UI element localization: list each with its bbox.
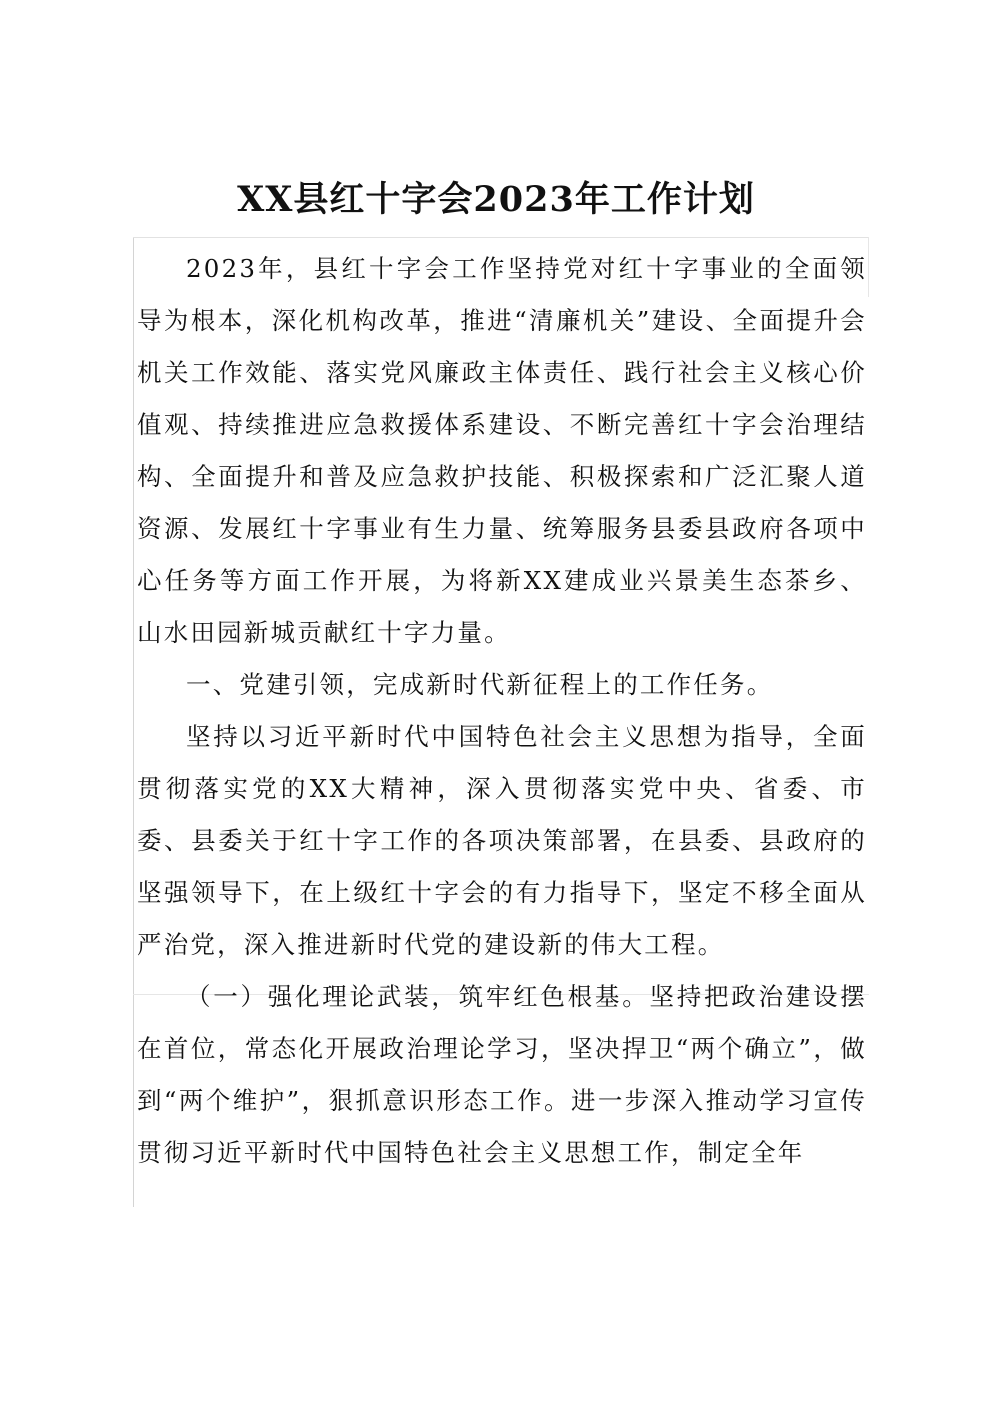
- frame-left-border: [133, 237, 134, 1207]
- paragraph-section-1: 坚持以习近平新时代中国特色社会主义思想为指导，全面贯彻落实党的XX大精神，深入贯彻落实党中央、省委、市委、县委关于红十字工作的各项决策部署，在县委、县政府的坚强领导下，在上级红十字会的有力指导下，坚定不移全面从严治党，深入推进新时代党的建设新的伟大工程。: [137, 722, 867, 959]
- paragraph-subsection-1: （一）强化理论武装，筑牢红色根基。坚持把政治建设摆在首位，常态化开展政治理论学习，坚决捍卫“两个确立”，做到“两个维护”，狠抓意识形态工作。进一步深入推动学习宣传贯彻习近平新时代中国特色社会主义思想工作，制定全年: [137, 982, 867, 1167]
- frame-top-border: [133, 237, 869, 238]
- paragraph-intro: 2023年，县红十字会工作坚持党对红十字事业的全面领导为根本，深化机构改革，推进“清廉机关”建设、全面提升会机关工作效能、落实党风廉政主体责任、践行社会主义核心价值观、持续推进应急救援体系建设、不断完善红十字会治理结构、全面提升和普及应急救护技能、积极探索和广泛汇聚人道资源、发展红十字事业有生力量、统筹服务县委县政府各项中心任务等方面工作开展，为将新XX建成业兴景美生态茶乡、山水田园新城贡献红十字力量。: [137, 254, 867, 647]
- section-heading-1: 一、党建引领，完成新时代新征程上的工作任务。: [186, 670, 774, 699]
- frame-right-border: [868, 237, 869, 297]
- document-body: [137, 243, 867, 1179]
- document-title: XX县红十字会2023年工作计划: [237, 179, 755, 220]
